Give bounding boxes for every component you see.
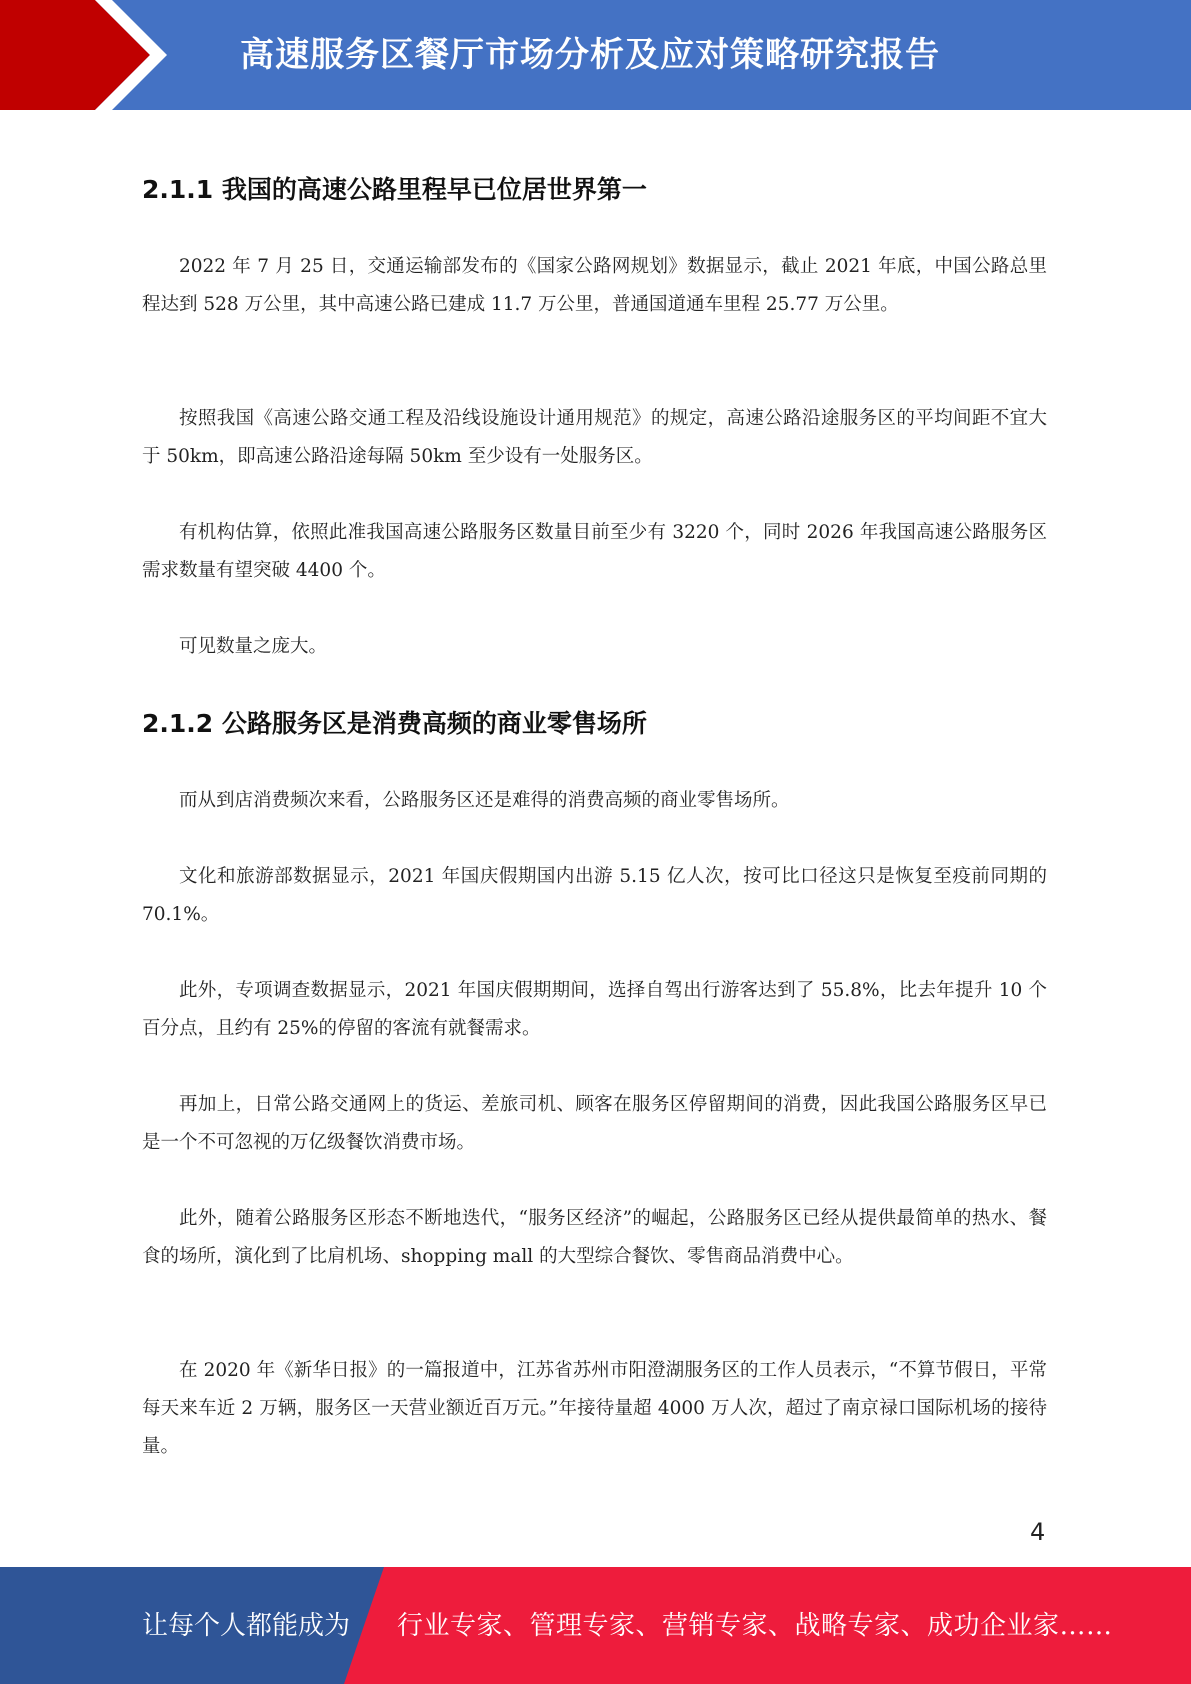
paragraph: 此外，专项调查数据显示，2021 年国庆假期期间，选择自驾出行游客达到了 55.8%，比去年提升 10 个百分点，且约有 25%的停留的客流有就餐需求。 [142, 980, 1047, 1039]
paragraph: 再加上，日常公路交通网上的货运、差旅司机、顾客在服务区停留期间的消费，因此我国公路服务区早已是一个不可忽视的万亿级餐饮消费市场。 [142, 1094, 1047, 1153]
report-title: 高速服务区餐厅市场分析及应对策略研究报告 [240, 35, 940, 75]
paragraph: 有机构估算，依照此准我国高速公路服务区数量目前至少有 3220 个，同时 2026 年我国高速公路服务区需求数量有望突破 4400 个。 [142, 522, 1047, 581]
page-header [0, 0, 1191, 110]
paragraph: 文化和旅游部数据显示，2021 年国庆假期国内出游 5.15 亿人次，按可比口径这只是恢复至疫前同期的 70.1%。 [142, 866, 1047, 925]
paragraph: 而从到店消费频次来看，公路服务区还是难得的消费高频的商业零售场所。 [179, 790, 790, 811]
footer-slogan-right: 行业专家、管理专家、营销专家、战略专家、成功企业家…… [397, 1611, 1113, 1641]
paragraph: 此外，随着公路服务区形态不断地迭代，“服务区经济”的崛起，公路服务区已经从提供最简单的热水、餐食的场所，演化到了比肩机场、shopping mall 的大型综合餐饮、零售商品消费中心。 [142, 1208, 1047, 1267]
footer-slogan-left: 让每个人都能成为 [142, 1611, 351, 1641]
section-heading-2-1-1: 2.1.1 我国的高速公路里程早已位居世界第一 [142, 175, 647, 204]
paragraph: 2022 年 7 月 25 日，交通运输部发布的《国家公路网规划》数据显示，截止 2021 年底，中国公路总里程达到 528 万公里，其中高速公路已建成 11.7 万公里，普通国道通车里程 25.77 万公里。 [142, 256, 1047, 315]
paragraph: 在 2020 年《新华日报》的一篇报道中，江苏省苏州市阳澄湖服务区的工作人员表示，“不算节假日，平常每天来车近 2 万辆，服务区一天营业额近百万元。”年接待量超 4000 万人次，超过了南京禄口国际机场的接待量。 [142, 1360, 1047, 1457]
section-heading-2-1-2: 2.1.2 公路服务区是消费高频的商业零售场所 [142, 709, 647, 738]
page-footer [0, 1567, 1191, 1684]
paragraph: 按照我国《高速公路交通工程及沿线设施设计通用规范》的规定，高速公路沿途服务区的平均间距不宜大于 50km，即高速公路沿途每隔 50km 至少设有一处服务区。 [142, 408, 1047, 467]
paragraph: 可见数量之庞大。 [179, 636, 328, 657]
page-number: 4 [1030, 1518, 1046, 1546]
